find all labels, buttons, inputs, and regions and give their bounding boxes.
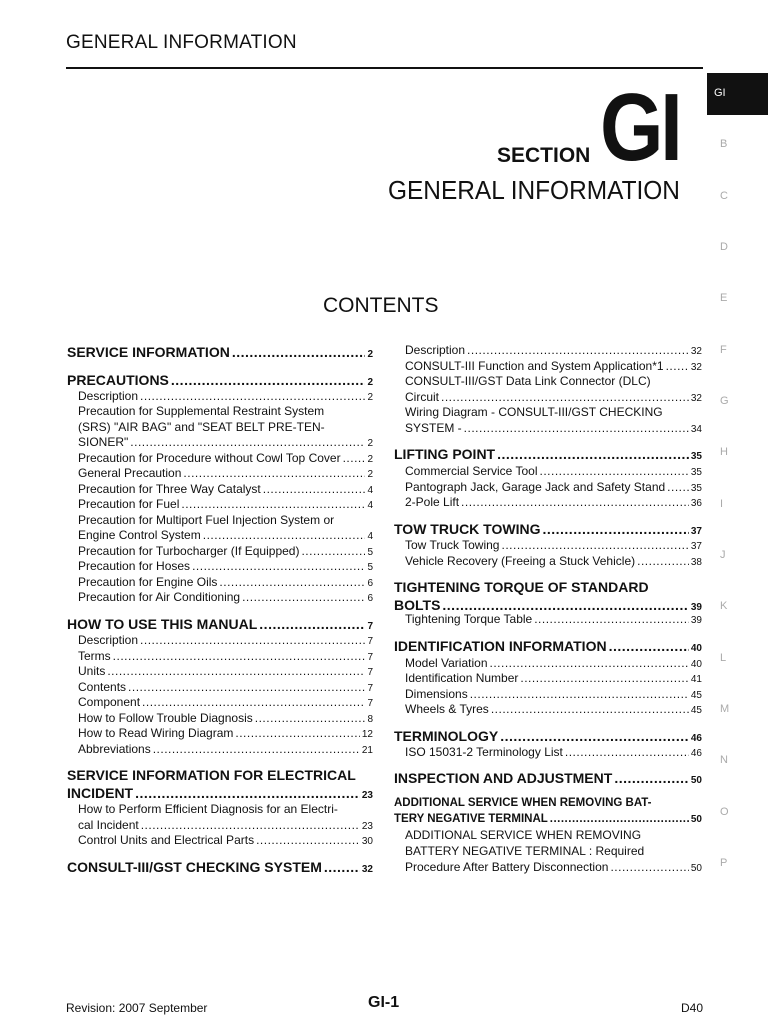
section-tab-b[interactable]: B [720, 138, 728, 150]
section-tab-j[interactable]: J [720, 549, 726, 561]
section-code: GI [600, 74, 680, 181]
toc-entry[interactable]: CONSULT-III/GST CHECKING SYSTEM ..... 32 [67, 859, 373, 875]
toc-entry[interactable]: How to Read Wiring Diagram ..... 12 [78, 726, 373, 740]
toc-entry[interactable]: Wheels & Tyres ..... 45 [405, 702, 702, 716]
page-header-title: GENERAL INFORMATION [66, 32, 297, 53]
toc-entry[interactable]: 2-Pole Lift ..... 36 [405, 495, 702, 509]
section-tab-e[interactable]: E [720, 292, 728, 304]
section-title: GENERAL INFORMATION [388, 175, 680, 205]
toc-entry-line[interactable]: Precaution for Supplemental Restraint System [78, 404, 325, 418]
section-tab-d[interactable]: D [720, 241, 728, 253]
toc-entry[interactable]: HOW TO USE THIS MANUAL ..... 7 [67, 616, 373, 632]
toc-entry[interactable]: Precaution for Engine Oils ..... 6 [78, 575, 373, 589]
toc-entry[interactable]: Identification Number ..... 41 [405, 671, 702, 685]
toc-entry[interactable]: Tightening Torque Table ..... 39 [405, 612, 702, 626]
toc-entry-line[interactable]: Precaution for Multiport Fuel Injection System or [78, 513, 335, 527]
toc-entry[interactable]: Tow Truck Towing ..... 37 [405, 538, 702, 552]
toc-entry[interactable]: Pantograph Jack, Garage Jack and Safety Stand ..... 35 [405, 480, 702, 494]
toc-entry[interactable]: Vehicle Recovery (Freeing a Stuck Vehicle) ..... 38 [405, 554, 702, 568]
toc-entry[interactable]: INSPECTION AND ADJUSTMENT ..... 50 [394, 770, 702, 786]
toc-entry[interactable]: Abbreviations ..... 21 [78, 742, 373, 756]
toc-entry[interactable]: Description ..... 32 [405, 343, 702, 357]
section-tab-f[interactable]: F [720, 344, 727, 356]
toc-entry[interactable]: Commercial Service Tool ..... 35 [405, 464, 702, 478]
toc-entry[interactable]: TOW TRUCK TOWING ..... 37 [394, 521, 702, 537]
toc-entry[interactable]: Precaution for Fuel ..... 4 [78, 497, 373, 511]
toc-entry[interactable]: How to Follow Trouble Diagnosis ..... 8 [78, 711, 373, 725]
toc-entry[interactable]: Units ..... 7 [78, 664, 373, 678]
toc-entry-line[interactable]: TIGHTENING TORQUE OF STANDARD [394, 579, 649, 595]
toc-entry[interactable]: Model Variation ..... 40 [405, 656, 702, 670]
footer-model: D40 [681, 1001, 704, 1015]
section-tab-m[interactable]: M [720, 703, 730, 715]
toc-entry-line[interactable]: CONSULT-III/GST Data Link Connector (DLC) [405, 374, 651, 388]
section-tab-k[interactable]: K [720, 600, 728, 612]
section-tab-g[interactable]: G [720, 395, 729, 407]
toc-entry[interactable]: PRECAUTIONS ..... 2 [67, 372, 373, 388]
header-rule [66, 67, 703, 69]
toc-entry[interactable]: ISO 15031-2 Terminology List ..... 46 [405, 745, 702, 759]
toc-entry-line[interactable]: Wiring Diagram - CONSULT-III/GST CHECKING [405, 405, 663, 419]
toc-entry-line[interactable]: ADDITIONAL SERVICE WHEN REMOVING [405, 828, 642, 842]
toc-entry[interactable]: General Precaution ..... 2 [78, 466, 373, 480]
toc-entry[interactable]: Procedure After Battery Disconnection ..... 50 [405, 860, 702, 874]
contents-heading: CONTENTS [323, 294, 439, 317]
toc-entry[interactable]: Precaution for Turbocharger (If Equipped) ..... 5 [78, 544, 373, 558]
section-tab-h[interactable]: H [720, 446, 728, 458]
section-tab-i[interactable]: I [720, 498, 724, 510]
section-tab-p[interactable]: P [720, 857, 728, 869]
toc-entry[interactable]: TERY NEGATIVE TERMINAL ..... 50 [394, 813, 702, 825]
toc-entry[interactable]: IDENTIFICATION INFORMATION ..... 40 [394, 638, 702, 654]
toc-entry-line[interactable]: SERVICE INFORMATION FOR ELECTRICAL [67, 767, 356, 783]
toc-entry[interactable]: Precaution for Air Conditioning ..... 6 [78, 590, 373, 604]
toc-entry-line[interactable]: ADDITIONAL SERVICE WHEN REMOVING BAT- [394, 797, 652, 809]
toc-entry[interactable]: Precaution for Three Way Catalyst ..... 4 [78, 482, 373, 496]
footer-revision: Revision: 2007 September [66, 1001, 208, 1015]
toc-entry-line[interactable]: (SRS) "AIR BAG" and "SEAT BELT PRE-TEN- [78, 420, 325, 434]
toc-entry[interactable]: LIFTING POINT ..... 35 [394, 446, 702, 462]
toc-entry[interactable]: TERMINOLOGY ..... 46 [394, 728, 702, 744]
toc-entry[interactable]: cal Incident ..... 23 [78, 818, 373, 832]
footer-page-number: GI-1 [368, 994, 400, 1011]
toc-entry[interactable]: INCIDENT ..... 23 [67, 785, 373, 801]
toc-entry[interactable]: Precaution for Hoses ..... 5 [78, 559, 373, 573]
section-tab-label: GI [714, 87, 726, 99]
toc-entry-line[interactable]: BATTERY NEGATIVE TERMINAL : Required [405, 844, 645, 858]
toc-entry[interactable]: Dimensions ..... 45 [405, 687, 702, 701]
toc-entry[interactable]: Terms ..... 7 [78, 649, 373, 663]
toc-entry[interactable]: Description ..... 2 [78, 389, 373, 403]
toc-entry[interactable]: CONSULT-III Function and System Application*1 ..... 32 [405, 359, 702, 373]
toc-entry[interactable]: Component ..... 7 [78, 695, 373, 709]
section-tab-n[interactable]: N [720, 754, 728, 766]
toc-entry-line[interactable]: How to Perform Efficient Diagnosis for an Electri- [78, 802, 338, 816]
section-label: SECTION [497, 144, 591, 167]
section-tab-o[interactable]: O [720, 806, 729, 818]
toc-entry[interactable]: Control Units and Electrical Parts ..... 30 [78, 833, 373, 847]
toc-entry[interactable]: SERVICE INFORMATION ..... 2 [67, 344, 373, 360]
toc-entry[interactable]: SIONER" ..... 2 [78, 435, 373, 449]
toc-entry[interactable]: Circuit ..... 32 [405, 390, 702, 404]
toc-entry[interactable]: Precaution for Procedure without Cowl Top Cover ..... 2 [78, 451, 373, 465]
section-tab-c[interactable]: C [720, 190, 728, 202]
toc-entry[interactable]: SYSTEM - ..... 34 [405, 421, 702, 435]
toc-entry[interactable]: Engine Control System ..... 4 [78, 528, 373, 542]
section-tab-l[interactable]: L [720, 652, 727, 664]
section-tab-gi[interactable] [707, 73, 768, 115]
toc-entry[interactable]: BOLTS ..... 39 [394, 597, 702, 613]
toc-entry[interactable]: Description ..... 7 [78, 633, 373, 647]
toc-entry[interactable]: Contents ..... 7 [78, 680, 373, 694]
